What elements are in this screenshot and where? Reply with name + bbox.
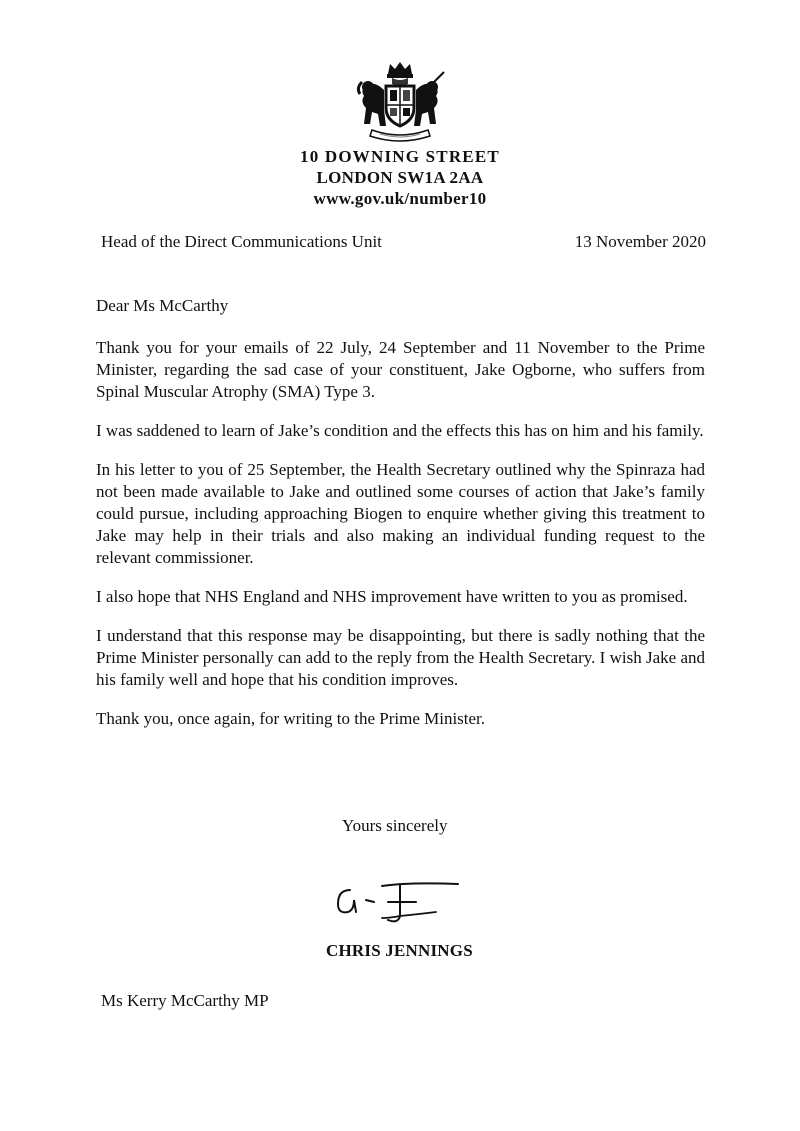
handwritten-signature-icon <box>330 872 460 928</box>
letter-body <box>96 337 705 747</box>
recipient: Ms Kerry McCarthy MP <box>101 991 269 1010</box>
website: www.gov.uk/number10 <box>313 189 487 208</box>
salutation: Dear Ms McCarthy <box>96 296 229 315</box>
address-line-2: LONDON SW1A 2AA <box>316 168 484 187</box>
address-line-1: 10 DOWNING STREET <box>300 147 500 166</box>
paragraph: In his letter to you of 25 September, the Health Secretary outlined why the Spinraza had not been made available to Jake and outlined some courses of action that Jake’s family could pursue, including approaching Biogen to enquire whether giving this treatment to Jake may help in their trials and also making an individual funding request to the relevant commissioner. <box>96 460 705 567</box>
letterhead-address <box>0 146 800 209</box>
paragraph: Thank you for your emails of 22 July, 24 September and 11 November to the Prime Minister, regarding the sad case of your constituent, Jake Ogborne, who suffers from Spinal Muscular Atrophy (SMA) Type 3. <box>96 338 705 401</box>
royal-coat-of-arms-icon <box>350 60 450 142</box>
paragraph: I also hope that NHS England and NHS improvement have written to you as promised. <box>96 587 688 606</box>
sender-title: Head of the Direct Communications Unit <box>101 232 382 251</box>
paragraph: I understand that this response may be disappointing, but there is sadly nothing that the Prime Minister personally can add to the reply from the Health Secretary. I wish Jake and his family well and hope that his condition improves. <box>96 626 705 689</box>
letter-date: 13 November 2020 <box>574 232 706 251</box>
signatory-name: CHRIS JENNINGS <box>326 941 473 960</box>
paragraph: Thank you, once again, for writing to the Prime Minister. <box>96 709 486 728</box>
closing: Yours sincerely <box>342 816 448 835</box>
paragraph: I was saddened to learn of Jake’s condition and the effects this has on him and his family. <box>96 421 704 440</box>
